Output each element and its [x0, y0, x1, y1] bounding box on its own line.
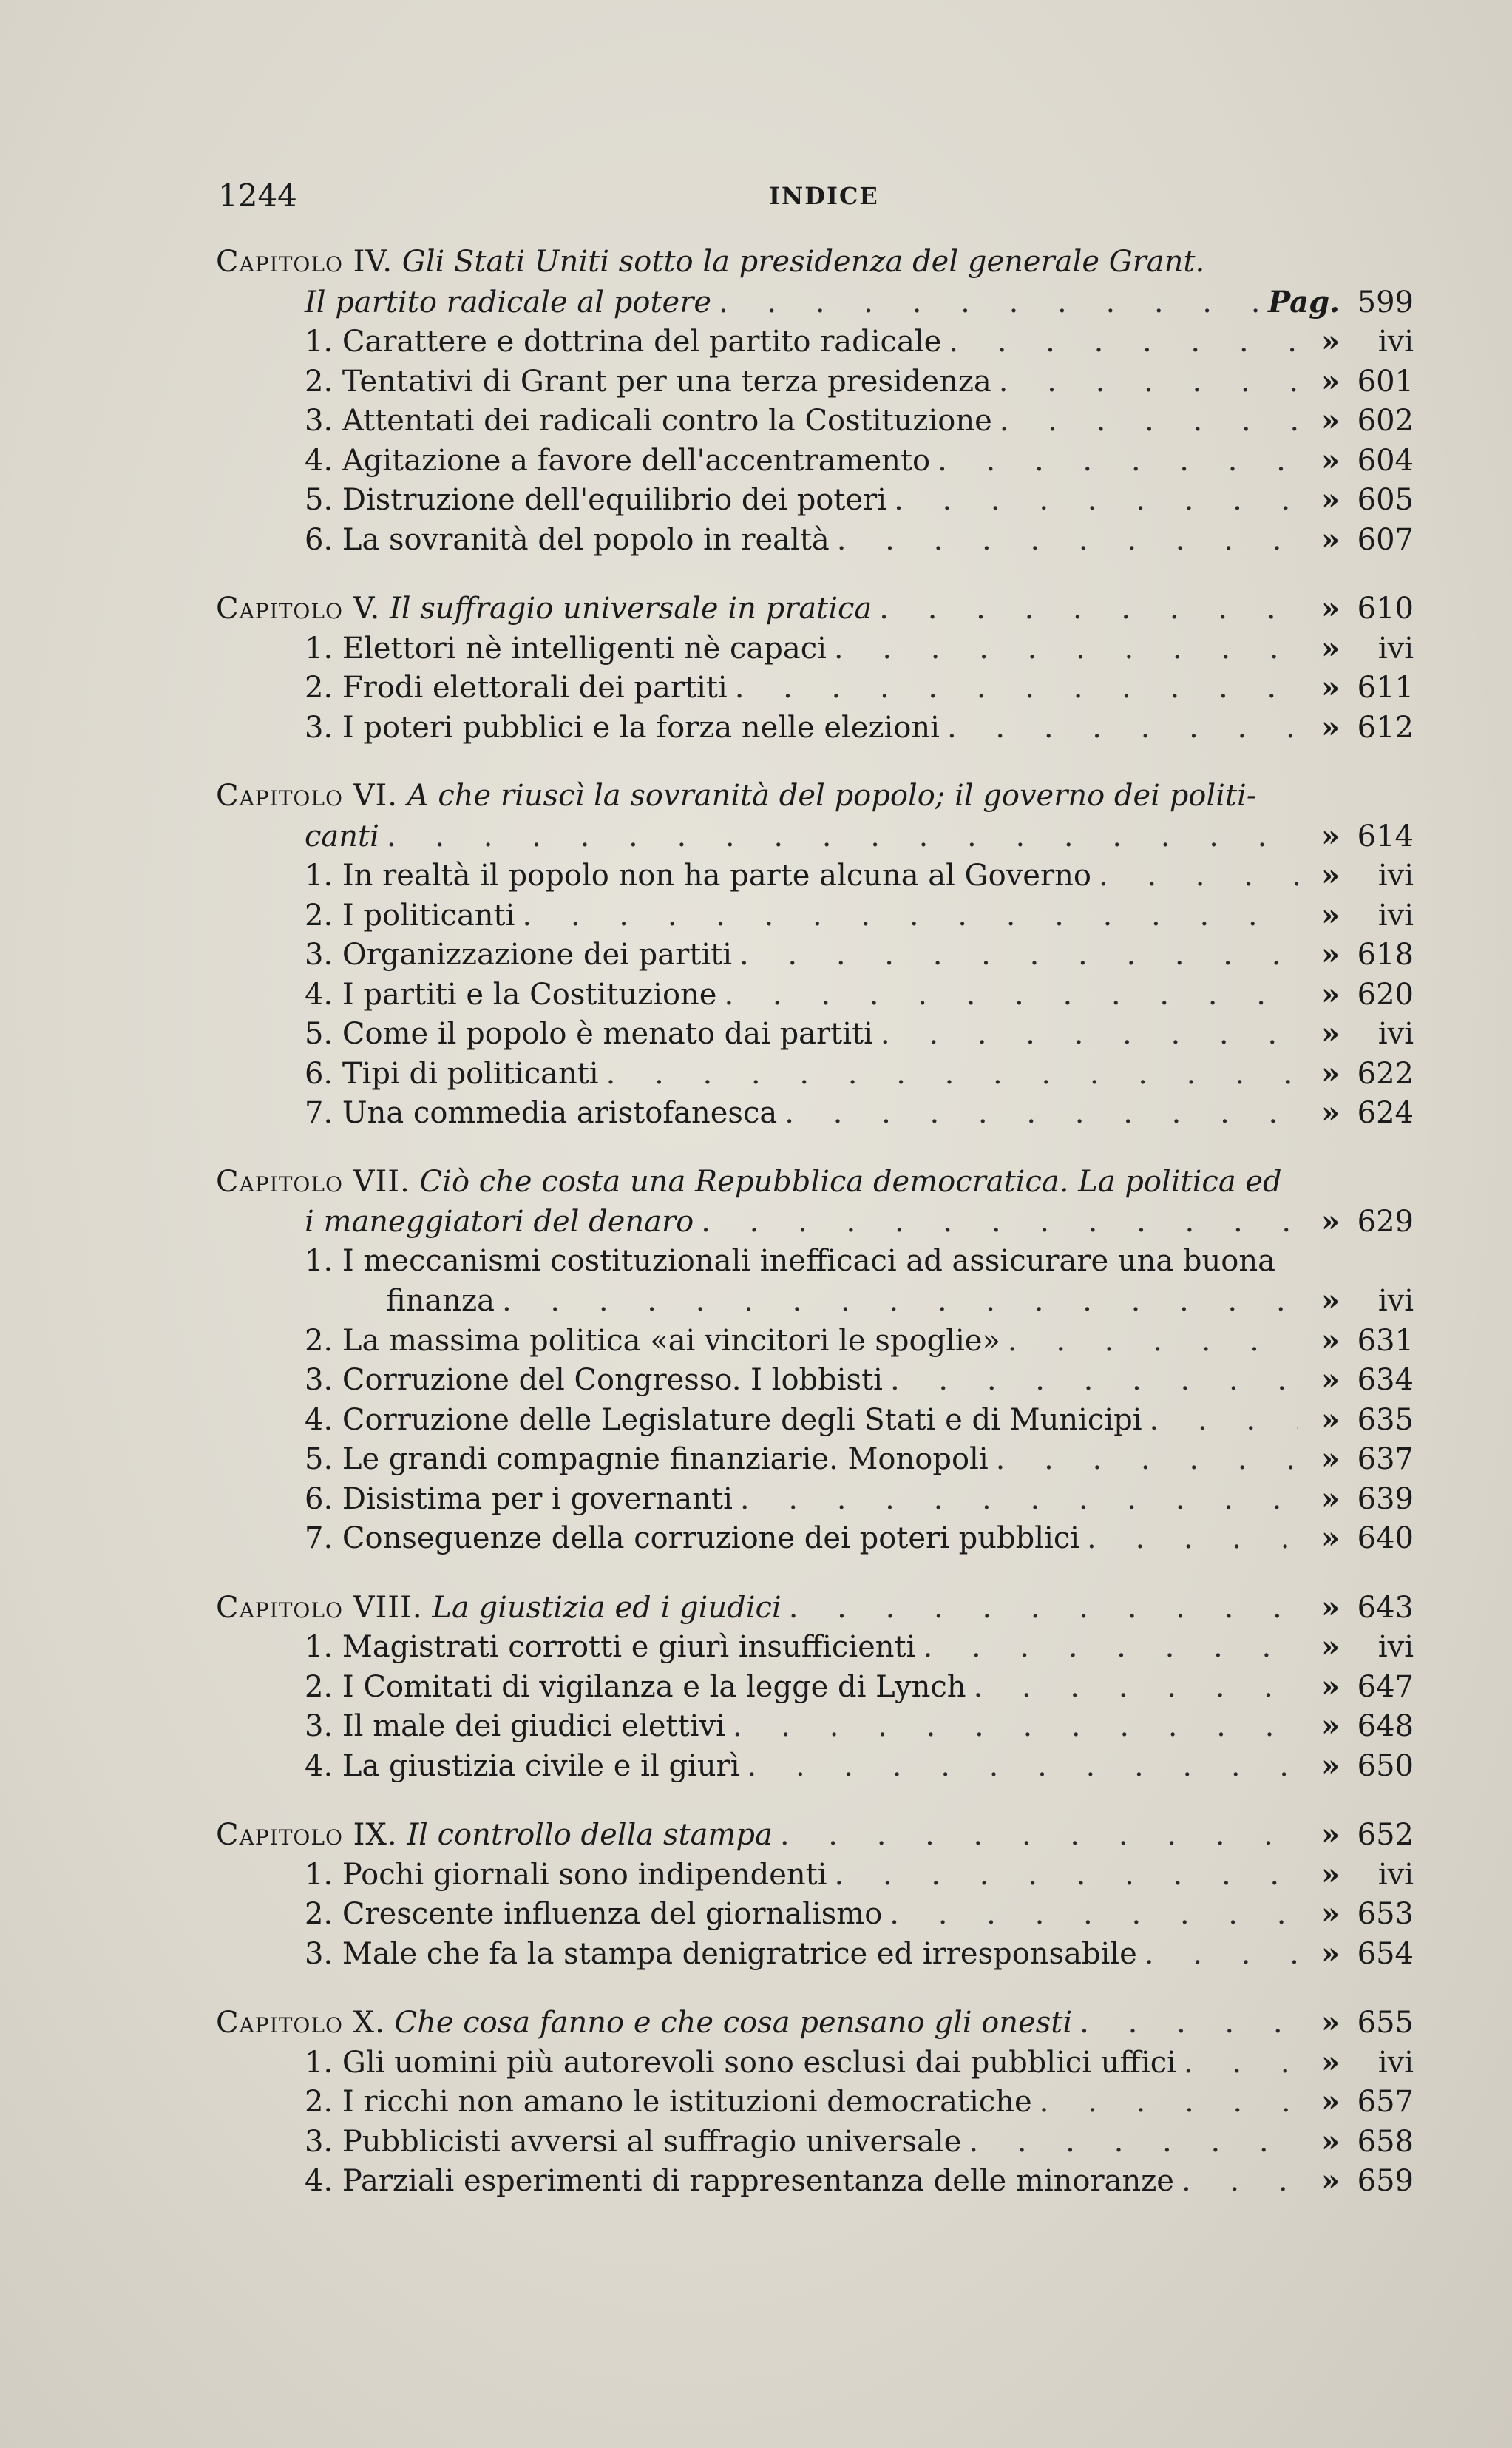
chapter-heading — [216, 1588, 1414, 1628]
section-entry — [216, 1894, 1414, 1934]
page-number-ref: ivi — [1377, 1017, 1414, 1051]
chapter-title-text: Il controllo della stampa — [407, 1818, 773, 1852]
chapter-title — [216, 1589, 782, 1629]
section-title: 6. La sovranità del popolo in realtà — [305, 522, 830, 557]
page-marker: » — [1321, 1521, 1340, 1555]
dot-leader — [883, 1361, 1298, 1401]
section-title: 1. Elettori nè intelligenti nè capaci — [305, 631, 827, 666]
page-number-ref: 604 — [1357, 443, 1414, 478]
section-title: 1. Gli uomini più autorevoli sono esclusi dai pubblici uffici — [305, 2045, 1176, 2080]
section-entry — [216, 1855, 1414, 1895]
page-reference — [1298, 1894, 1414, 1935]
dot-leader — [728, 669, 1298, 709]
page-number-ref: 605 — [1357, 483, 1414, 517]
chapter-number: Capitolo IV. — [216, 245, 393, 279]
section-entry — [216, 2082, 1414, 2122]
page-marker: » — [1321, 1856, 1340, 1892]
page-marker: » — [1321, 1362, 1340, 1397]
page-number-ref: 647 — [1357, 1669, 1414, 1704]
section-entry — [216, 935, 1414, 975]
section-entry — [216, 2122, 1414, 2162]
page-reference — [1298, 856, 1414, 896]
section-entry — [216, 708, 1414, 748]
page-marker: » — [1321, 2163, 1340, 2198]
page-number-ref: 643 — [1357, 1590, 1414, 1625]
section-title: 3. Corruzione del Congresso. I lobbisti — [305, 1363, 883, 1397]
dot-leader — [882, 1895, 1298, 1935]
dot-leader — [830, 521, 1298, 561]
page-reference — [1298, 1400, 1414, 1441]
page-marker: » — [1321, 2123, 1340, 2159]
page-number-ref: 648 — [1357, 1709, 1414, 1743]
section-entry — [216, 1479, 1414, 1519]
section-entry — [216, 668, 1414, 708]
page-reference — [1298, 2161, 1414, 2202]
section-entry — [216, 1054, 1414, 1094]
dot-leader — [694, 1203, 1298, 1242]
page-marker: » — [1321, 1668, 1340, 1704]
page-reference — [1298, 1934, 1414, 1975]
section-entry — [216, 401, 1414, 441]
page-header — [218, 177, 1401, 222]
dot-leader — [961, 2123, 1298, 2163]
section-entry — [216, 1746, 1414, 1786]
page-marker: » — [1321, 2084, 1340, 2119]
chapter-number: Capitolo VII. — [216, 1164, 410, 1199]
page-marker: » — [1321, 1708, 1340, 1743]
chapter-title — [216, 777, 1256, 816]
page-number-ref: 658 — [1357, 2124, 1414, 2159]
page-marker: » — [1321, 1935, 1340, 1971]
chapter-heading-continued — [216, 283, 1414, 322]
page-reference — [1298, 1093, 1414, 1134]
chapter-number: Capitolo VI. — [216, 779, 399, 813]
page-number-ref: 655 — [1357, 2006, 1414, 2040]
section-title: 4. La giustizia civile e il giurì — [305, 1748, 740, 1783]
dot-leader — [379, 817, 1298, 857]
page-number-ref: ivi — [1377, 859, 1414, 893]
section-entry — [216, 1242, 1414, 1282]
page-marker: » — [1321, 670, 1340, 705]
page-number-ref: 635 — [1357, 1402, 1414, 1437]
section-entry — [216, 1518, 1414, 1558]
section-entry — [216, 629, 1414, 669]
page-reference — [1298, 441, 1414, 481]
page-reference — [1298, 2003, 1414, 2043]
page-marker: » — [1321, 1055, 1340, 1091]
section-title: 2. I Comitati di vigilanza e la legge di Lynch — [305, 1669, 966, 1704]
chapter-heading — [216, 589, 1414, 629]
page-marker: » — [1321, 1441, 1340, 1476]
page-reference — [1298, 935, 1414, 976]
section-entry — [216, 1439, 1414, 1479]
dot-leader — [989, 1440, 1298, 1480]
page-marker: » — [1321, 937, 1340, 972]
page-number-ref: 620 — [1357, 977, 1414, 1012]
section-title: 3. I poteri pubblici e la forza nelle elezioni — [305, 710, 940, 745]
page-marker: » — [1321, 709, 1340, 745]
chapter-number: Capitolo X. — [216, 2006, 385, 2040]
section-title: 4. Parziali esperimenti di rappresentanza delle minoranze — [305, 2164, 1174, 2198]
chapter-heading — [216, 1163, 1414, 1203]
dot-leader — [1176, 2043, 1298, 2083]
page-reference — [1298, 1360, 1414, 1401]
chapter-title-text: Il suffragio universale in pratica — [389, 592, 872, 626]
page-reference — [1298, 520, 1414, 561]
page-marker: » — [1321, 1748, 1340, 1783]
dot-leader — [740, 1747, 1298, 1787]
page-marker: » — [1321, 2044, 1340, 2080]
chapter-title-text: A che riuscì la sovranità del popolo; il governo dei politi- — [407, 779, 1257, 813]
section-title: 1. In realtà il popolo non ha parte alcuna al Governo — [305, 859, 1091, 893]
page-reference — [1298, 816, 1414, 857]
section-title: 1. I meccanismi costituzionali inefficaci ad assicurare una buona — [305, 1243, 1275, 1278]
dot-leader — [773, 1816, 1298, 1856]
section-entry-continued — [216, 1281, 1414, 1321]
page-number-ref: 659 — [1357, 2164, 1414, 2198]
chapter-title-text: i maneggiatori del denaro — [305, 1205, 694, 1239]
chapter-title — [216, 589, 872, 629]
section-entry — [216, 1934, 1414, 1974]
page-number-ref: 640 — [1357, 1521, 1414, 1555]
section-entry — [216, 520, 1414, 560]
page-number-ref: 624 — [1357, 1096, 1414, 1130]
chapter-title-text: Ciò che costa una Repubblica democratica. La politica ed — [419, 1164, 1282, 1199]
page-reference — [1298, 1746, 1414, 1787]
page-number-ref: 637 — [1357, 1442, 1414, 1476]
chapter-heading — [216, 2003, 1414, 2043]
chapter-title-text: La giustizia ed i giudici — [432, 1590, 782, 1625]
dot-leader — [495, 1282, 1298, 1322]
section-title: 5. Come il popolo è menato dai partiti — [305, 1017, 873, 1051]
page-reference — [1298, 480, 1414, 521]
table-of-contents — [216, 243, 1414, 2201]
dot-leader — [1000, 1322, 1298, 1362]
page-marker: » — [1321, 1629, 1340, 1664]
chapter-title — [216, 243, 1204, 283]
page-reference — [1298, 1439, 1414, 1480]
chapter-title — [305, 817, 379, 857]
page-number-ref: ivi — [1377, 2045, 1414, 2080]
page-number: 1244 — [218, 177, 297, 214]
section-entry — [216, 1360, 1414, 1400]
page-reference — [1298, 1667, 1414, 1708]
dot-leader — [1032, 2083, 1298, 2123]
dot-leader — [827, 1856, 1298, 1896]
dot-leader — [1174, 2162, 1298, 2202]
section-entry — [216, 362, 1414, 402]
page-reference — [1298, 1054, 1414, 1095]
page-number-ref: 610 — [1357, 592, 1414, 626]
section-title: 2. La massima politica «ai vincitori le spoglie» — [305, 1323, 1000, 1358]
dot-leader — [599, 1055, 1298, 1095]
section-title: 1. Magistrati corrotti e giurì insufficienti — [305, 1630, 916, 1664]
dot-leader — [872, 589, 1298, 629]
page-reference — [1298, 589, 1414, 629]
page-marker: » — [1321, 858, 1340, 893]
chapter-title — [216, 2004, 1072, 2043]
page-marker: » — [1321, 818, 1340, 853]
page-marker: » — [1321, 1283, 1340, 1318]
page-number-ref: 654 — [1357, 1936, 1414, 1971]
dot-leader — [1072, 2004, 1298, 2043]
chapter-title — [216, 1163, 1282, 1203]
dot-leader — [716, 976, 1298, 1015]
page-marker: » — [1321, 1481, 1340, 1516]
dot-leader — [711, 283, 1258, 323]
section-entry — [216, 1400, 1414, 1440]
section-title: 7. Una commedia aristofanesca — [305, 1096, 778, 1130]
dot-leader — [515, 896, 1298, 936]
section-entry — [216, 1627, 1414, 1667]
page-number-ref: 631 — [1357, 1323, 1414, 1358]
section-title: 4. Corruzione delle Legislature degli Stati e di Municipi — [305, 1402, 1142, 1437]
dot-leader — [941, 322, 1298, 362]
section-title: 2. Crescente influenza del giornalismo — [305, 1897, 883, 1931]
page-number-ref: 657 — [1357, 2085, 1414, 2119]
section-entry — [216, 856, 1414, 896]
page-marker: » — [1321, 1589, 1340, 1625]
page-number-ref: 612 — [1357, 710, 1414, 745]
dot-leader — [725, 1707, 1298, 1747]
page-reference — [1298, 896, 1414, 936]
chapter-heading-continued — [216, 1202, 1414, 1242]
page-marker: » — [1321, 1817, 1340, 1852]
section-entry — [216, 975, 1414, 1015]
section-entry — [216, 2161, 1414, 2201]
page-reference — [1298, 1321, 1414, 1362]
page-marker: » — [1321, 1896, 1340, 1931]
dot-leader — [732, 936, 1298, 976]
page-marker: » — [1321, 1322, 1340, 1358]
chapter-number: Capitolo IX. — [216, 1818, 398, 1852]
page-number-ref: ivi — [1377, 1857, 1414, 1892]
section-title: 2. Tentativi di Grant per una terza presidenza — [305, 364, 991, 399]
chapter-title — [305, 1203, 694, 1242]
section-entry — [216, 322, 1414, 362]
page-number-ref: 652 — [1357, 1818, 1414, 1852]
page-reference — [1298, 1014, 1414, 1055]
dot-leader — [991, 362, 1298, 402]
page-number-ref: 650 — [1357, 1748, 1414, 1783]
dot-leader — [782, 1589, 1298, 1629]
section-entry — [216, 480, 1414, 520]
page-reference — [1298, 708, 1414, 748]
page-reference — [1298, 362, 1414, 402]
section-title: 3. Il male dei giudici elettivi — [305, 1709, 725, 1743]
page-reference — [1298, 629, 1414, 669]
section-title: 1. Carattere e dottrina del partito radicale — [305, 325, 942, 359]
page-number-ref: ivi — [1377, 898, 1414, 933]
page-reference — [1298, 1855, 1414, 1896]
running-title: INDICE — [769, 182, 879, 210]
section-title: 4. Agitazione a favore dell'accentramento — [305, 443, 931, 478]
section-title: 3. Attentati dei radicali contro la Costituzione — [305, 404, 992, 438]
page-reference — [1298, 1518, 1414, 1559]
page-number-ref: 634 — [1357, 1363, 1414, 1397]
chapter-number: Capitolo V. — [216, 592, 381, 626]
page-reference — [1298, 1706, 1414, 1747]
dot-leader — [733, 1480, 1298, 1520]
chapter-title-text: Il partito radicale al potere — [305, 285, 711, 319]
chapter-title — [216, 1816, 773, 1856]
dot-leader — [1137, 1935, 1298, 1975]
page-number-ref: 614 — [1357, 819, 1414, 853]
dot-leader — [1142, 1401, 1298, 1441]
section-title: 2. I politicanti — [305, 898, 515, 933]
page-marker: » — [1321, 442, 1340, 478]
page-number-ref: 622 — [1357, 1056, 1414, 1091]
page-marker: » — [1321, 1016, 1340, 1051]
dot-leader — [1079, 1519, 1298, 1559]
section-title: 3. Organizzazione dei partiti — [305, 938, 732, 972]
section-title: 7. Conseguenze della corruzione dei poteri pubblici — [305, 1521, 1080, 1555]
page-marker: » — [1321, 976, 1340, 1012]
dot-leader — [930, 442, 1298, 481]
dot-leader — [940, 709, 1298, 748]
section-title: 3. Pubblicisti avversi al suffragio universale — [305, 2124, 962, 2159]
page-marker: » — [1321, 1401, 1340, 1437]
page-reference — [1298, 1588, 1414, 1629]
chapter-number: Capitolo VIII. — [216, 1590, 423, 1625]
chapter-heading — [216, 777, 1414, 816]
chapter-heading — [216, 243, 1414, 283]
chapter-title — [305, 283, 711, 323]
dot-leader — [915, 1628, 1298, 1668]
section-entry — [216, 1014, 1414, 1054]
dot-leader — [827, 629, 1298, 669]
page-number-ref: 639 — [1357, 1481, 1414, 1516]
page-marker: » — [1321, 363, 1340, 399]
page-number-ref: 629 — [1357, 1205, 1414, 1239]
page-reference — [1298, 1281, 1414, 1322]
section-entry — [216, 1667, 1414, 1707]
page-reference — [1298, 1202, 1414, 1242]
page-number-ref: 599 — [1357, 285, 1414, 319]
chapter-heading — [216, 1815, 1414, 1855]
page-reference — [1298, 975, 1414, 1015]
page-marker: » — [1321, 1204, 1340, 1239]
page-reference — [1298, 2043, 1414, 2083]
chapter-title-text: Gli Stati Uniti sotto la presidenza del generale Grant. — [401, 245, 1205, 279]
page-marker: » — [1321, 324, 1340, 359]
section-entry — [216, 2043, 1414, 2083]
chapter-title-text: canti — [305, 819, 379, 853]
section-title: 6. Tipi di politicanti — [305, 1056, 599, 1091]
page-number-ref: ivi — [1377, 1630, 1414, 1664]
page-marker: Pag. — [1268, 284, 1340, 319]
page-number-ref: 602 — [1357, 404, 1414, 438]
section-entry — [216, 441, 1414, 481]
page-marker: » — [1321, 403, 1340, 438]
dot-leader — [966, 1668, 1298, 1708]
dot-leader — [992, 402, 1298, 442]
dot-leader — [777, 1094, 1298, 1134]
section-title: 5. Distruzione dell'equilibrio dei poteri — [305, 483, 887, 517]
page-marker: » — [1321, 482, 1340, 517]
dot-leader — [1091, 856, 1298, 896]
page-number-ref: ivi — [1377, 325, 1414, 359]
section-title: 1. Pochi giornali sono indipendenti — [305, 1857, 827, 1892]
page-reference — [1298, 1479, 1414, 1520]
dot-leader — [886, 481, 1298, 521]
page-number-ref: 653 — [1357, 1897, 1414, 1931]
page-reference — [1298, 668, 1414, 709]
page-reference — [1298, 1627, 1414, 1668]
page-number-ref: 618 — [1357, 938, 1414, 972]
section-title: 4. I partiti e la Costituzione — [305, 977, 717, 1012]
page-marker: » — [1321, 521, 1340, 557]
section-entry — [216, 896, 1414, 936]
page-number-ref: ivi — [1377, 631, 1414, 666]
page-reference — [1258, 283, 1414, 323]
section-title: 5. Le grandi compagnie finanziarie. Monopoli — [305, 1442, 989, 1476]
page-marker: » — [1321, 630, 1340, 666]
section-entry — [216, 1706, 1414, 1746]
section-title: 2. Frodi elettorali dei partiti — [305, 671, 728, 705]
section-title: finanza — [386, 1284, 495, 1318]
page-number-ref: 611 — [1357, 671, 1414, 705]
page-reference — [1298, 1815, 1414, 1856]
page-marker: » — [1321, 1095, 1340, 1130]
chapter-title-text: Che cosa fanno e che cosa pensano gli onesti — [394, 2006, 1073, 2040]
page-number-ref: ivi — [1377, 1284, 1414, 1318]
page-marker: » — [1321, 897, 1340, 933]
page-marker: » — [1321, 2005, 1340, 2040]
section-title: 2. I ricchi non amano le istituzioni democratiche — [305, 2085, 1032, 2119]
page-reference — [1298, 401, 1414, 442]
page-reference — [1298, 2082, 1414, 2123]
page-reference — [1298, 322, 1414, 362]
chapter-heading-continued — [216, 816, 1414, 856]
section-entry — [216, 1093, 1414, 1133]
section-title: 3. Male che fa la stampa denigratrice ed irresponsabile — [305, 1936, 1137, 1971]
section-title: 6. Disistima per i governanti — [305, 1481, 733, 1516]
page-reference — [1298, 2122, 1414, 2163]
dot-leader — [873, 1015, 1298, 1055]
page-number-ref: 607 — [1357, 522, 1414, 557]
section-entry — [216, 1321, 1414, 1361]
page-marker: » — [1321, 591, 1340, 626]
page-number-ref: 601 — [1357, 364, 1414, 399]
